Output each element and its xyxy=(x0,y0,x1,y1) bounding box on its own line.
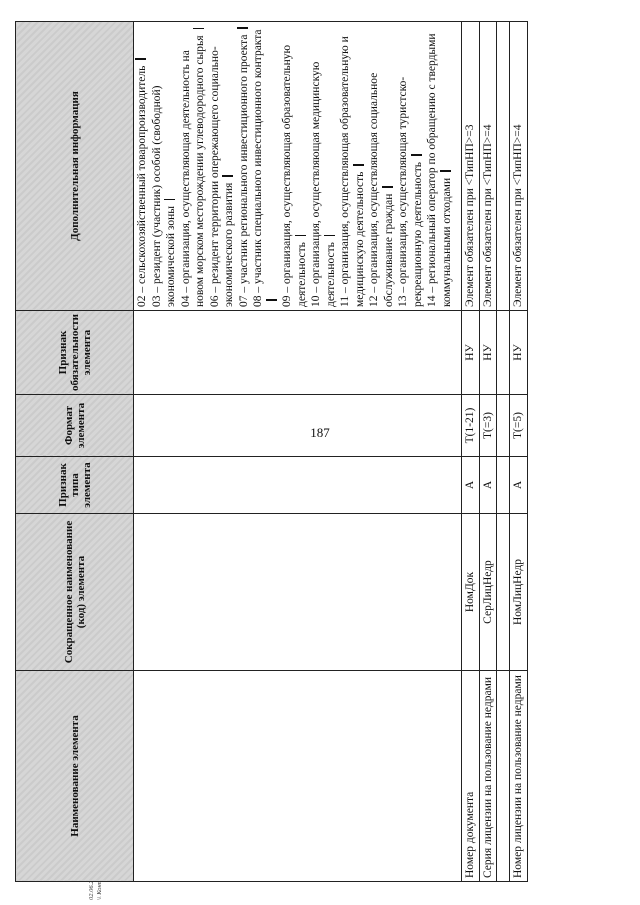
element-table xyxy=(15,21,528,882)
info-text: участник регионального инвестиционного проекта xyxy=(237,34,250,284)
cell-type: А xyxy=(462,457,480,514)
list-separator-mark xyxy=(295,235,306,237)
info-text: региональный оператор по обращению с твердыми коммунальными отходами xyxy=(426,33,453,307)
cell-format: T(=5) xyxy=(510,395,528,457)
table-row-spacer xyxy=(497,22,510,882)
info-list-item: 02 – сельскохозяйственный товаропроизводитель xyxy=(135,25,150,307)
table-row-continued xyxy=(134,22,462,882)
cell-empty xyxy=(134,311,462,395)
info-code: 11 xyxy=(339,295,351,307)
info-list-item: 10 – организация, осуществляющая медицинскую деятельность xyxy=(310,61,337,307)
cell-empty xyxy=(134,457,462,514)
list-separator-mark xyxy=(164,199,175,201)
header-short-name: Сокращенное наименование (код) элемента xyxy=(16,514,134,671)
list-separator-mark xyxy=(324,235,335,237)
info-text: резидент территории опережающего социально-экономического развития xyxy=(208,46,235,307)
cell-name: Номер документа xyxy=(462,671,480,882)
info-text: организация, осуществляющая туристско-рекреационную деятельность xyxy=(397,76,424,307)
info-text: участник специального инвестиционного контракта xyxy=(252,29,264,284)
list-separator-mark xyxy=(382,186,393,188)
info-text: организация, осуществляющая медицинскую деятельность xyxy=(310,61,337,307)
cell-info: Элемент обязателен при <ТипНП>=3 xyxy=(462,22,480,311)
info-list-item: 09 – организация, осуществляющая образовательную деятельность xyxy=(281,44,308,307)
header-name: Наименование элемента xyxy=(16,671,134,882)
info-text: сельскохозяйственный товаропроизводитель xyxy=(136,65,148,284)
cell-name: Номер лицензии на пользование недрами xyxy=(510,671,528,882)
header-format: Формат элемента xyxy=(16,395,134,457)
info-code: 14 xyxy=(426,295,438,307)
info-text: резидент (участник) особой (свободной) экономической зоны xyxy=(150,85,177,307)
info-list-item: 07 – участник регионального инвестиционного проекта xyxy=(237,25,252,307)
rotated-table-sheet xyxy=(15,22,524,882)
info-code: 12 xyxy=(368,295,380,307)
table-row xyxy=(479,22,497,882)
list-separator-mark xyxy=(135,58,146,60)
header-mandatory: Признак обязательности элемента xyxy=(16,311,134,395)
header-info: Дополнительная информация xyxy=(16,22,134,311)
cell-info: Элемент обязателен при <ТипНП>=4 xyxy=(479,22,497,311)
info-list-item: 08 – участник специального инвестиционного контракта xyxy=(251,25,280,307)
list-separator-mark xyxy=(193,28,204,30)
cell-format: T(=3) xyxy=(479,395,497,457)
cell-name: Серия лицензии на пользование недрами xyxy=(479,671,497,882)
info-code: 04 xyxy=(179,295,192,307)
list-separator-mark xyxy=(266,300,277,302)
cell-empty xyxy=(134,671,462,882)
info-list-item: 14 – региональный оператор по обращению с твердыми коммунальными отходами xyxy=(426,33,453,307)
info-code: 13 xyxy=(397,295,409,307)
list-separator-mark xyxy=(440,170,451,172)
info-code: 08 xyxy=(252,295,264,307)
page-number: 187 xyxy=(310,425,330,440)
header-type: Признак типа элемента xyxy=(16,457,134,514)
info-list-item: 12 – организация, осуществляющая социальное обслуживание граждан xyxy=(368,72,395,307)
info-code: 07 xyxy=(237,295,250,307)
info-code: 02 xyxy=(136,295,148,307)
info-code: 06 xyxy=(208,295,221,307)
info-list-item: 13 – организация, осуществляющая туристско-рекреационную деятельность xyxy=(397,76,424,307)
info-text: организация, осуществляющая образовательную деятельность xyxy=(281,44,308,307)
info-text: организация, осуществляющая социальное обслуживание граждан xyxy=(368,72,395,307)
info-code-list xyxy=(135,25,454,307)
info-code: 09 xyxy=(281,295,293,307)
cell-empty xyxy=(134,395,462,457)
info-list-item: 06 – резидент территории опережающего социально-экономического развития xyxy=(208,46,235,307)
cell-type: А xyxy=(479,457,497,514)
info-text: организация, осуществляющая образовательную и медицинскую деятельность xyxy=(339,36,366,307)
list-separator-mark xyxy=(237,27,248,29)
cell-type: А xyxy=(510,457,528,514)
cell-code: НомЛицНедр xyxy=(510,514,528,671)
info-list-item: 03 – резидент (участник) особой (свободной) экономической зоны xyxy=(150,85,177,307)
list-separator-mark xyxy=(411,154,422,156)
cell-code: НомДок xyxy=(462,514,480,671)
cell-empty xyxy=(134,514,462,671)
table-row xyxy=(510,22,528,882)
cell-info: Элемент обязателен при <ТипНП>=4 xyxy=(510,22,528,311)
cell-mandatory: НУ xyxy=(479,311,497,395)
cell-mandatory: НУ xyxy=(510,311,528,395)
info-code: 10 xyxy=(310,295,322,307)
cell-info-list xyxy=(134,22,462,311)
list-separator-mark xyxy=(353,164,364,166)
table-row xyxy=(462,22,480,882)
list-separator-mark xyxy=(222,175,233,177)
cell-mandatory: НУ xyxy=(462,311,480,395)
info-text: организация, осуществляющая деятельность на новом морском месторождении углеводородного сырья xyxy=(179,35,206,307)
info-list-item: 11 – организация, осуществляющая образовательную и медицинскую деятельность xyxy=(339,36,366,307)
cell-code: СерЛицНедр xyxy=(479,514,497,671)
info-list-item: 04 – организация, осуществляющая деятельность на новом морском месторождении углеводородного сырья xyxy=(179,25,208,307)
info-code: 03 xyxy=(150,295,163,307)
cell-format: T(1-21) xyxy=(462,395,480,457)
